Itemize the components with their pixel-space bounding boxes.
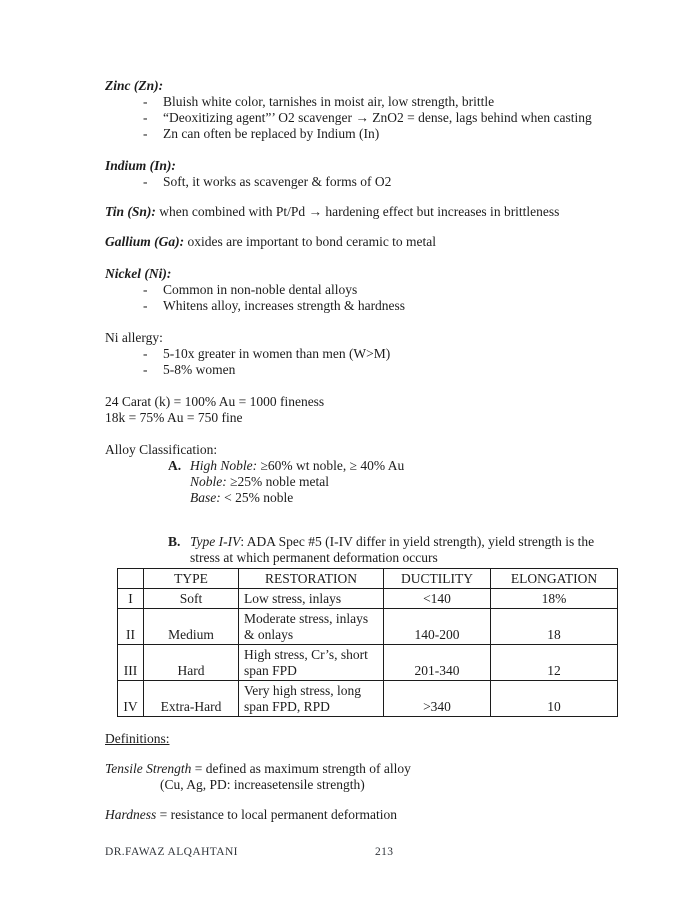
high-noble-label: High Noble: — [190, 458, 258, 473]
table-row — [118, 645, 618, 681]
bullet-item — [105, 94, 638, 110]
high-noble-text: ≥60% wt noble, ≥ 40% Au — [257, 458, 405, 473]
table-header-ductility: DUCTILITY — [384, 569, 491, 589]
tensile-label: Tensile Strength — [105, 761, 192, 776]
bullet-item — [105, 110, 638, 126]
nickel-heading: Nickel (Ni): — [105, 266, 172, 281]
hardness-label: Hardness — [105, 807, 157, 822]
table-header-row — [118, 569, 618, 589]
bullet-item — [105, 126, 638, 142]
section-carat — [105, 394, 638, 426]
cell-num: IV — [118, 681, 144, 717]
bullet-item — [105, 282, 638, 298]
cell-num: II — [118, 609, 144, 645]
table-row — [118, 609, 618, 645]
classification-heading: Alloy Classification: — [105, 442, 218, 457]
section-zinc — [105, 78, 638, 142]
cell-restoration: High stress, Cr’s, short span FPD — [239, 645, 384, 681]
table-row — [118, 681, 618, 717]
cell-elongation: 12 — [491, 645, 618, 681]
bullet-item — [105, 346, 638, 362]
bullet-text: Zn can often be replaced by Indium (In) — [163, 126, 380, 141]
item-b-line-2: stress at which permanent deformation occurs — [190, 550, 438, 565]
item-b-body — [190, 534, 594, 566]
base-text: < 25% noble — [220, 490, 294, 505]
cell-type: Medium — [144, 609, 239, 645]
classification-item-b — [168, 534, 638, 566]
bullet-item — [105, 298, 638, 314]
base-line — [190, 490, 404, 506]
bullet-dash: - — [143, 94, 148, 109]
cell-elongation: 10 — [491, 681, 618, 717]
cell-num: III — [118, 645, 144, 681]
cell-ductility: >340 — [384, 681, 491, 717]
item-b-marker: B. — [168, 534, 181, 549]
zinc-heading: Zinc (Zn): — [105, 78, 164, 93]
tin-line — [105, 204, 638, 220]
alloy-type-table — [117, 568, 618, 717]
gallium-text: oxides are important to bond ceramic to metal — [184, 234, 437, 249]
hardness-text: = resistance to local permanent deformation — [156, 807, 398, 822]
bullet-dash: - — [143, 298, 148, 313]
noble-text: ≥25% noble metal — [226, 474, 330, 489]
cell-type: Hard — [144, 645, 239, 681]
ni-allergy-heading: Ni allergy: — [105, 330, 163, 345]
cell-restoration: Low stress, inlays — [239, 589, 384, 609]
gallium-label: Gallium (Ga): — [105, 234, 185, 249]
bullet-text: Whitens alloy, increases strength & hardness — [163, 298, 406, 313]
high-noble-line — [190, 458, 404, 474]
section-indium — [105, 158, 638, 190]
cell-type: Soft — [144, 589, 239, 609]
bullet-dash: - — [143, 346, 148, 361]
tin-text: when combined with Pt/Pd → hardening effect but increases in brittleness — [155, 204, 560, 219]
tensile-line-1 — [105, 761, 638, 777]
base-label: Base: — [190, 490, 221, 505]
indium-heading: Indium (In): — [105, 158, 176, 173]
cell-num: I — [118, 589, 144, 609]
item-a-body — [190, 458, 404, 506]
carat-line-1: 24 Carat (k) = 100% Au = 1000 fineness — [105, 394, 325, 409]
cell-ductility: <140 — [384, 589, 491, 609]
bullet-text: Bluish white color, tarnishes in moist air, low strength, brittle — [163, 94, 495, 109]
footer-author: DR.FAWAZ ALQAHTANI — [105, 846, 238, 858]
item-b-label: Type I-IV — [190, 534, 241, 549]
bullet-text: 5-10x greater in women than men (W>M) — [163, 346, 391, 361]
section-ni-allergy — [105, 330, 638, 378]
bullet-dash: - — [143, 282, 148, 297]
bullet-dash: - — [143, 362, 148, 377]
cell-elongation: 18 — [491, 609, 618, 645]
cell-elongation: 18% — [491, 589, 618, 609]
bullet-dash: - — [143, 110, 148, 125]
item-b-line-1 — [190, 534, 594, 550]
noble-label: Noble: — [190, 474, 227, 489]
carat-line-2: 18k = 75% Au = 750 fine — [105, 410, 243, 425]
classification-item-a — [168, 458, 638, 506]
bullet-dash: - — [143, 126, 148, 141]
bullet-dash: - — [143, 174, 148, 189]
cell-type: Extra-Hard — [144, 681, 239, 717]
bullet-text: Common in non-noble dental alloys — [163, 282, 358, 297]
table-header-type: TYPE — [144, 569, 239, 589]
tensile-text: = defined as maximum strength of alloy — [191, 761, 411, 776]
noble-line — [190, 474, 404, 490]
item-a-marker: A. — [168, 458, 182, 473]
footer-page-number: 213 — [375, 846, 394, 858]
table-header-empty — [118, 569, 144, 589]
table-header-elongation: ELONGATION — [491, 569, 618, 589]
table-header-restoration: RESTORATION — [239, 569, 384, 589]
bullet-text: 5-8% women — [163, 362, 236, 377]
cell-restoration: Very high stress, long span FPD, RPD — [239, 681, 384, 717]
table-row — [118, 589, 618, 609]
section-definitions — [105, 731, 638, 747]
bullet-text: “Deoxitizing agent”’ O2 scavenger → ZnO2 = dense, lags behind when casting — [163, 110, 592, 125]
section-classification — [105, 442, 638, 566]
section-nickel — [105, 266, 638, 314]
tensile-line-2: (Cu, Ag, PD: increasetensile strength) — [160, 777, 365, 792]
bullet-item — [105, 174, 638, 190]
item-b-text: : ADA Spec #5 (I-IV differ in yield strength), yield strength is the — [240, 534, 595, 549]
cell-ductility: 201-340 — [384, 645, 491, 681]
hardness-line — [105, 807, 638, 823]
tin-label: Tin (Sn): — [105, 204, 156, 219]
bullet-item — [105, 362, 638, 378]
cell-restoration: Moderate stress, inlays & onlays — [239, 609, 384, 645]
gallium-line — [105, 234, 638, 250]
tensile-block — [105, 761, 638, 793]
bullet-text: Soft, it works as scavenger & forms of O2 — [163, 174, 392, 189]
cell-ductility: 140-200 — [384, 609, 491, 645]
definitions-heading: Definitions: — [105, 731, 170, 746]
